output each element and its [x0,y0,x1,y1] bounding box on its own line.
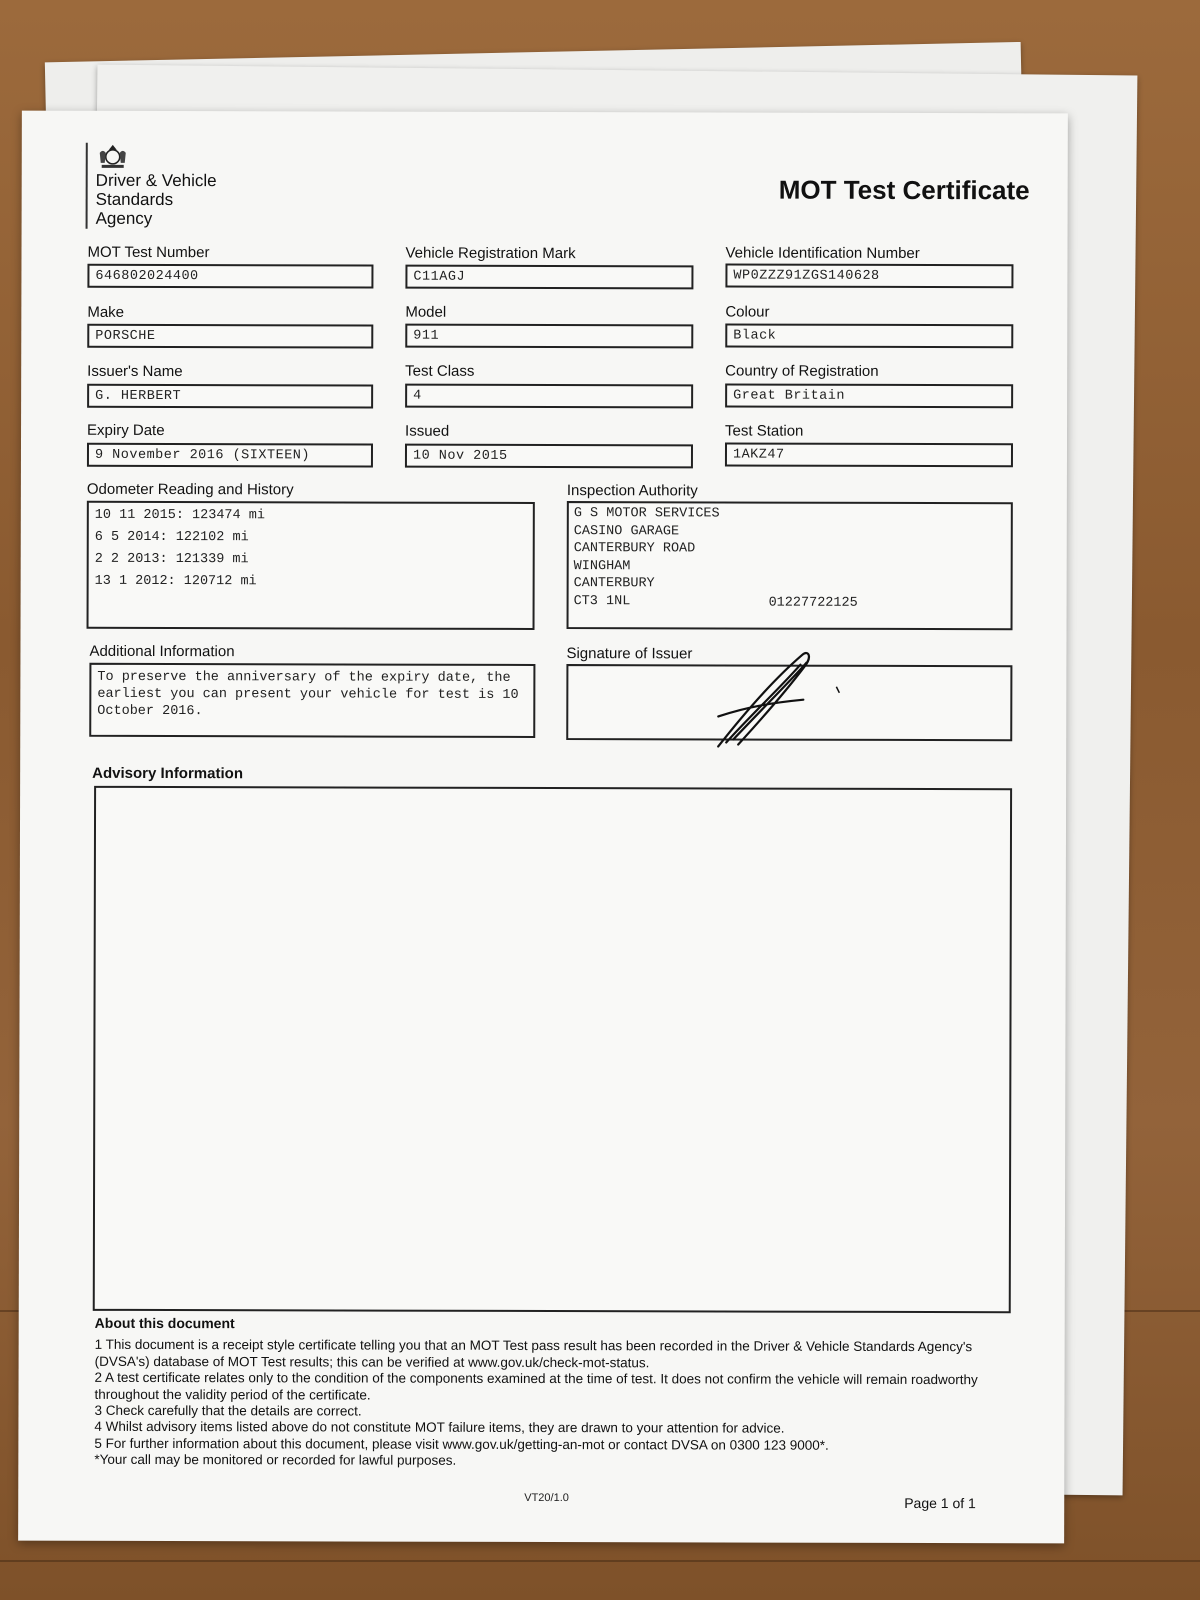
dvsa-logo [86,143,217,229]
registration-field: C11AGJ [405,265,693,290]
advisory-information-box [93,786,1012,1313]
signature-label: Signature of Issuer [566,645,693,663]
address-line: CANTERBURY [573,576,655,592]
odometer-history-box [87,501,535,630]
mot-certificate [18,111,1068,1544]
expiry-date-field: 9 November 2016 (SIXTEEN) [87,443,373,468]
inspection-authority-box [567,501,1013,630]
address-line: WINGHAM [573,558,631,574]
odometer-entry: 10 11 2015: 123474 mi [94,507,265,524]
address-line: CT3 1NL [573,593,631,609]
inspection-authority-label: Inspection Authority [566,482,698,500]
model-field: 911 [405,324,693,349]
royal-crest-icon [96,143,130,169]
expiry-date-label: Expiry Date [87,421,165,440]
about-this-document [94,1315,1024,1471]
about-footnote: *Your call may be monitored or recorded for lawful purposes. [94,1452,457,1469]
vin-field: WP0ZZZ91ZGS140628 [725,263,1013,288]
agency-name: Driver & Vehicle Standards Agency [95,170,217,228]
about-item: 1 This document is a receipt style certificate telling you that an MOT Test pass result has been recorded in the Driver & Vehicle Standards Agency's (DVSA's) database of MOT Test results; this can be verified at www.gov.uk/check-mot-status. [94,1337,973,1371]
issued-label: Issued [405,422,450,440]
model-label: Model [405,303,447,321]
additional-information-box: To preserve the anniversary of the expiry date, the earliest you can present your vehicle for test is 10 October 2016. [89,663,535,738]
issuer-name-label: Issuer's Name [87,362,183,381]
odometer-entry: 2 2 2013: 121339 mi [94,551,249,568]
issuer-name-field: G. HERBERT [87,384,373,409]
about-item: 4 Whilst advisory items listed above do not constitute MOT failure items, they are drawn to your attention for advice. [94,1419,785,1437]
document-title: MOT Test Certificate [778,174,1030,206]
colour-field: Black [725,323,1013,348]
form-code: VT20/1.0 [524,1491,569,1505]
address-line: G S MOTOR SERVICES [573,506,720,522]
advisory-information-label: Advisory Information [92,764,244,783]
test-station-label: Test Station [725,422,804,440]
signature-box [566,664,1012,741]
odometer-entry: 6 5 2014: 122102 mi [94,529,249,546]
test-station-field: 1AKZ47 [725,442,1013,467]
odometer-label: Odometer Reading and History [86,480,294,499]
address-line: CANTERBURY ROAD [573,541,696,557]
make-label: Make [87,303,125,321]
mot-test-number-field: 646802024400 [87,264,373,289]
country-field: Great Britain [725,383,1013,408]
about-item: 5 For further information about this document, please visit www.gov.uk/getting-an-mot or contact DVSA on 0300 123 9000*. [94,1435,829,1453]
issued-field: 10 Nov 2015 [405,444,693,469]
odometer-entry: 13 1 2012: 120712 mi [94,573,257,590]
additional-information-label: Additional Information [89,642,235,661]
mot-test-number-label: MOT Test Number [87,243,210,262]
table-seam [0,1560,1200,1562]
make-field: PORSCHE [87,324,373,349]
test-class-field: 4 [405,384,693,409]
colour-label: Colour [725,303,770,321]
vin-label: Vehicle Identification Number [725,244,920,262]
about-heading: About this document [94,1314,235,1332]
phone-number: 01227722125 [768,595,858,611]
registration-label: Vehicle Registration Mark [405,244,576,263]
issuer-signature [568,644,1014,745]
about-item: 3 Check carefully that the details are correct. [94,1402,362,1419]
country-label: Country of Registration [725,362,879,380]
test-class-label: Test Class [405,362,475,380]
address-line: CASINO GARAGE [573,523,680,539]
about-item: 2 A test certificate relates only to the condition of the components examined at the time of test. It does not confirm the vehicle will remain roadworthy throughout the validity period of the certificate. [94,1370,978,1403]
page-number: Page 1 of 1 [904,1494,976,1512]
